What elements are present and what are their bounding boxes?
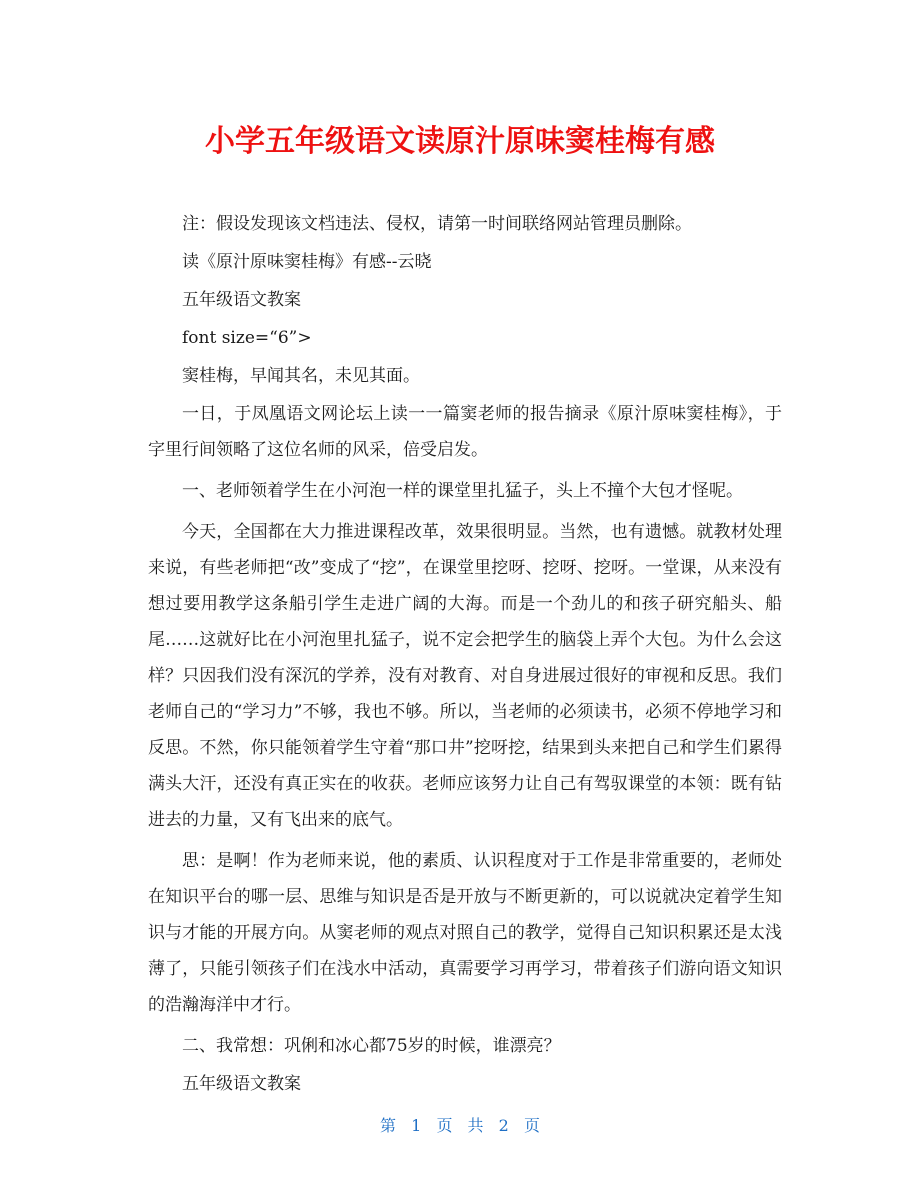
subtitle-paragraph: 读《原汁原味窦桂梅》有感--云晓 (182, 252, 432, 272)
footer-suffix: 页 (523, 1116, 540, 1135)
footer-total-word: 共 (467, 1116, 484, 1135)
font-size-paragraph: font size=“6”> (182, 328, 312, 348)
category-paragraph: 五年级语文教案 (182, 290, 301, 310)
body-paragraph: 思：是啊！作为老师来说，他的素质、认识程度对于工作是非常重要的，老师处在知识平台的哪一层、思维与知识是否是开放与不断更新的，可以说就决定着学生知识与才能的开展方向。从窦老师的观点对照自己的教学，觉得自己知识积累还是太浅薄了，只能引领孩子们在浅水中活动，真需要学习再学习，带着孩子们游向语文知识的浩瀚海洋中才行。 (148, 851, 782, 1015)
footer-prefix: 第 (380, 1116, 397, 1135)
document-title: 小学五年级语文读原汁原味窦桂梅有感 (205, 124, 715, 159)
notice-paragraph: 注：假设发现该文档违法、侵权，请第一时间联络网站管理员删除。 (182, 214, 692, 234)
page-footer (0, 1113, 920, 1136)
footer-page-word: 页 (436, 1116, 453, 1135)
footer-total-pages: 2 (498, 1116, 509, 1135)
body-paragraph: 一日，于凤凰语文网论坛上读一一篇窦老师的报告摘录《原汁原味窦桂梅》，于字里行间领略了这位名师的风采，倍受启发。 (148, 404, 782, 460)
section-heading-1: 一、老师领着学生在小河泡一样的课堂里扎猛子，头上不撞个大包才怪呢。 (182, 481, 743, 501)
intro-paragraph: 窦桂梅，早闻其名，未见其面。 (182, 366, 420, 386)
document-body (148, 206, 782, 1104)
footer-page-number: 1 (411, 1116, 422, 1135)
body-paragraph: 今天，全国都在大力推进课程改革，效果很明显。当然，也有遗憾。就教材处理来说，有些老师把“改”变成了“挖”，在课堂里挖呀、挖呀、挖呀。一堂课，从来没有想过要用教学这条船引学生走进广阔的大海。而是一个劲儿的和孩子研究船头、船尾……这就好比在小河泡里扎猛子，说不定会把学生的脑袋上弄个大包。为什么会这样？只因我们没有深沉的学养，没有对教育、对自身进展过很好的审视和反思。我们老师自己的“学习力”不够，我也不够。所以，当老师的必须读书，必须不停地学习和反思。不然，你只能领着学生守着“那口井”挖呀挖，结果到头来把自己和学生们累得满头大汗，还没有真正实在的收获。老师应该努力让自己有驾驭课堂的本领：既有钻进去的力量，又有飞出来的底气。 (148, 522, 782, 830)
section-heading-2: 二、我常想：巩俐和冰心都75岁的时候，谁漂亮？ (182, 1036, 561, 1056)
category-paragraph: 五年级语文教案 (182, 1074, 301, 1094)
